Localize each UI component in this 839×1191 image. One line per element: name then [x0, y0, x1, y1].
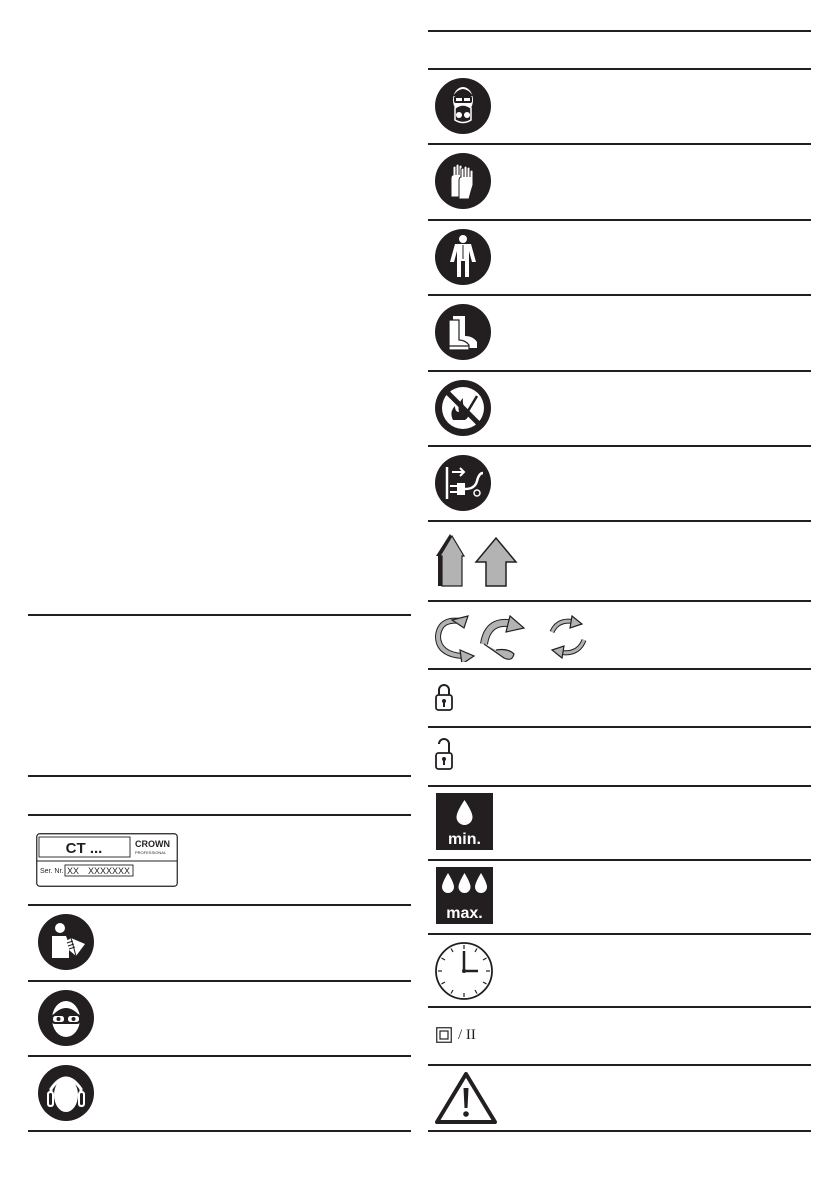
class-ii-symbol — [436, 1027, 476, 1043]
right-divider-15 — [428, 1006, 811, 1008]
left-divider-2 — [28, 775, 411, 777]
right-divider-7 — [428, 445, 811, 447]
rating-plate — [36, 833, 178, 887]
right-divider-8 — [428, 520, 811, 522]
clock-icon — [434, 941, 494, 1001]
protective-clothing-icon — [435, 229, 491, 285]
left-divider-7 — [28, 1130, 411, 1132]
right-divider-16 — [428, 1064, 811, 1066]
right-divider-13 — [428, 859, 811, 861]
serial-value: XXXXXXX — [88, 866, 131, 876]
left-divider-6 — [28, 1055, 411, 1057]
model-number: CT ... — [65, 840, 103, 857]
left-divider-3 — [28, 814, 411, 816]
right-divider-9 — [428, 600, 811, 602]
oil-max-label: max. — [446, 905, 483, 922]
class-ii-label: / II — [458, 1027, 476, 1043]
right-divider-4 — [428, 219, 811, 221]
right-divider-12 — [428, 785, 811, 787]
respirator-icon — [435, 78, 491, 134]
ear-protection-icon — [38, 1065, 94, 1121]
oil-min-icon — [436, 793, 493, 850]
right-divider-5 — [428, 294, 811, 296]
eye-protection-icon — [38, 990, 94, 1046]
serial-label: Ser. Nr. — [40, 868, 64, 875]
right-divider-17 — [428, 1130, 811, 1132]
serial-prefix: XX — [67, 866, 80, 876]
left-divider-1 — [28, 614, 411, 616]
brand-subtitle: PROFESSIONAL — [135, 850, 167, 855]
rotation-arrows-icon — [434, 612, 592, 662]
right-divider-14 — [428, 933, 811, 935]
right-divider-6 — [428, 370, 811, 372]
left-divider-4 — [28, 904, 411, 906]
oil-min-label: min. — [448, 831, 481, 848]
read-manual-icon — [38, 914, 94, 970]
right-divider-11 — [428, 726, 811, 728]
right-divider-10 — [428, 668, 811, 670]
lock-open-icon — [434, 738, 454, 772]
warning-triangle-icon — [434, 1071, 498, 1125]
right-divider-1 — [428, 30, 811, 32]
left-divider-5 — [28, 980, 411, 982]
disconnect-plug-icon — [435, 455, 491, 511]
right-divider-3 — [428, 143, 811, 145]
direction-arrows-icon — [434, 532, 520, 588]
class-ii-icon — [436, 1027, 452, 1043]
no-open-flame-icon — [435, 380, 491, 436]
safety-boots-icon — [435, 304, 491, 360]
oil-max-icon — [436, 867, 493, 924]
right-divider-2 — [428, 68, 811, 70]
protective-gloves-icon — [435, 153, 491, 209]
brand-logo: CROWN — [135, 839, 170, 849]
lock-closed-icon — [434, 681, 454, 713]
